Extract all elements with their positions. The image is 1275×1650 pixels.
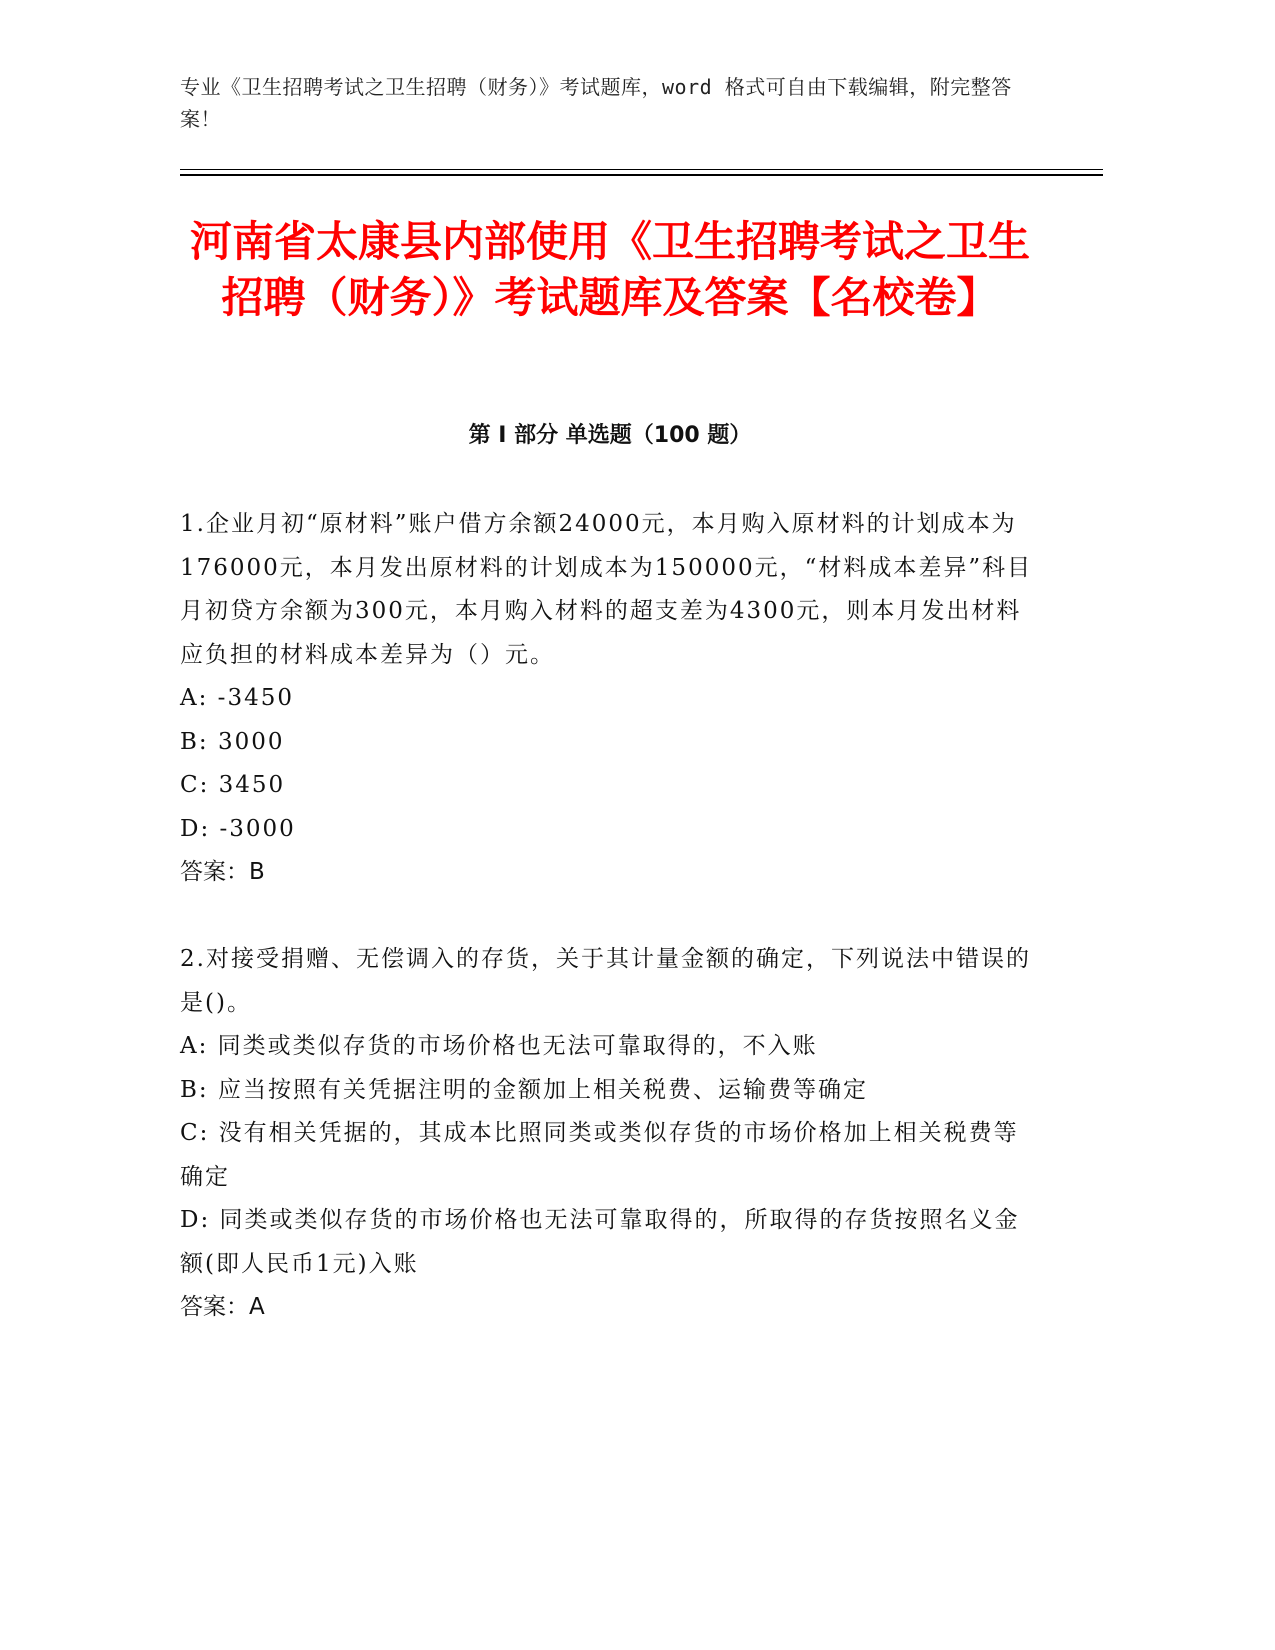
option-b: B: 应当按照有关凭据注明的金额加上相关税费、运输费等确定 (180, 1076, 868, 1103)
header-note: 专业《卫生招聘考试之卫生招聘（财务）》考试题库，word 格式可自由下载编辑，附完整答案！ (180, 75, 1012, 131)
document-title: 河南省太康县内部使用《卫生招聘考试之卫生招聘（财务）》考试题库及答案【名校卷】 (189, 217, 1030, 322)
header-divider-thin (180, 169, 1103, 170)
question-block (180, 503, 1040, 895)
question-text: 2.对接受捐赠、无偿调入的存货，关于其计量金额的确定，下列说法中错误的是()。 (180, 946, 1031, 1016)
answer: 答案：B (180, 859, 265, 885)
option-c: C: 没有相关凭据的，其成本比照同类或类似存货的市场价格加上相关税费等确定 (180, 1120, 1019, 1190)
answer: 答案：A (180, 1294, 265, 1320)
question-text: 1.企业月初“原材料”账户借方余额24000元，本月购入原材料的计划成本为176000元，本月发出原材料的计划成本为150000元，“材料成本差异”科目月初贷方余额为300元，本月购入材料的超支差为4300元，则本月发出材料应负担的材料成本差异为（）元。 (180, 511, 1033, 668)
option-a: A: 同类或类似存货的市场价格也无法可靠取得的，不入账 (180, 1033, 818, 1059)
header-divider-thick (180, 174, 1103, 176)
option-b: B: 3000 (180, 728, 285, 755)
option-d: D: 同类或类似存货的市场价格也无法可靠取得的，所取得的存货按照名义金额(即人民币1元)入账 (180, 1207, 1020, 1277)
section-heading: 第 I 部分 单选题（100 题） (468, 423, 752, 448)
option-c: C: 3450 (180, 772, 286, 798)
question-block (180, 938, 1040, 1330)
option-d: D: -3000 (180, 815, 296, 842)
option-a: A: -3450 (180, 685, 294, 711)
